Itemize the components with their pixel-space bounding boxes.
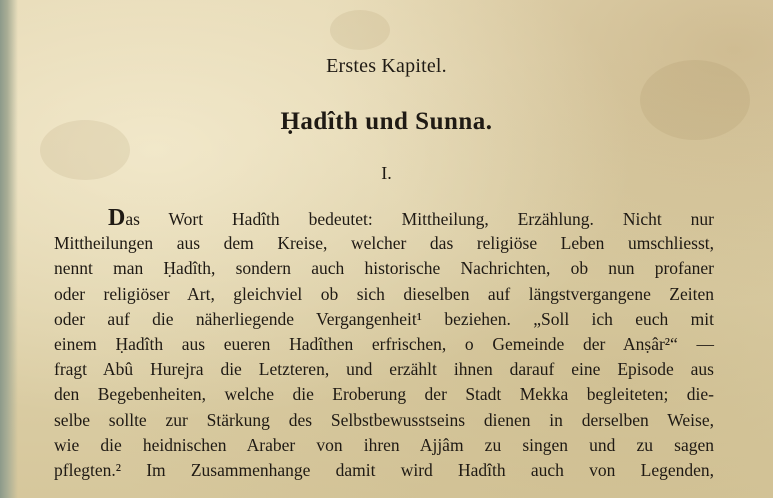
text-line: einem Ḥadîth aus eueren Hadîthen erfrischen, o Gemeinde der Anṣâr²“ — — [54, 333, 714, 354]
section-number: I. — [381, 163, 392, 183]
text-line: fragt Abû Hurejra die Letzteren, und erzählt ihnen darauf eine Episode aus — [54, 359, 714, 380]
text-line: oder auf die näherliegende Vergangenheit¹ beziehen. „Soll ich euch mit — [54, 308, 714, 329]
body-text — [54, 206, 714, 483]
drop-cap: D — [108, 205, 126, 231]
text-line: nennt man Ḥadîth, sondern auch historische Nachrichten, ob nun profaner — [54, 258, 714, 279]
text-line: Mittheilungen aus dem Kreise, welcher das religiöse Leben umschliesst, — [54, 233, 714, 254]
text-line: wie die heidnischen Araber von ihren Ajjâm zu singen und zu sagen — [54, 434, 714, 455]
text-line — [54, 206, 714, 231]
text-line: selbe sollte zur Stärkung des Selbstbewusstseins dienen in derselben Weise, — [54, 409, 714, 430]
text-line-content: as Wort Hadîth bedeutet: Mittheilung, Erzählung. Nicht nur — [125, 209, 714, 229]
chapter-heading: Erstes Kapitel. — [326, 55, 447, 77]
page-title: Ḥadîth und Sunna. — [280, 108, 493, 135]
text-line: den Begebenheiten, welche die Eroberung der Stadt Mekka begleiteten; die- — [54, 384, 714, 405]
paper-stain — [330, 10, 390, 50]
text-line: oder religiöser Art, gleichviel ob sich dieselben auf längstvergangene Zeiten — [54, 283, 714, 304]
text-line: pflegten.² Im Zusammenhange damit wird Hadîth auch von Legenden, — [54, 459, 714, 480]
